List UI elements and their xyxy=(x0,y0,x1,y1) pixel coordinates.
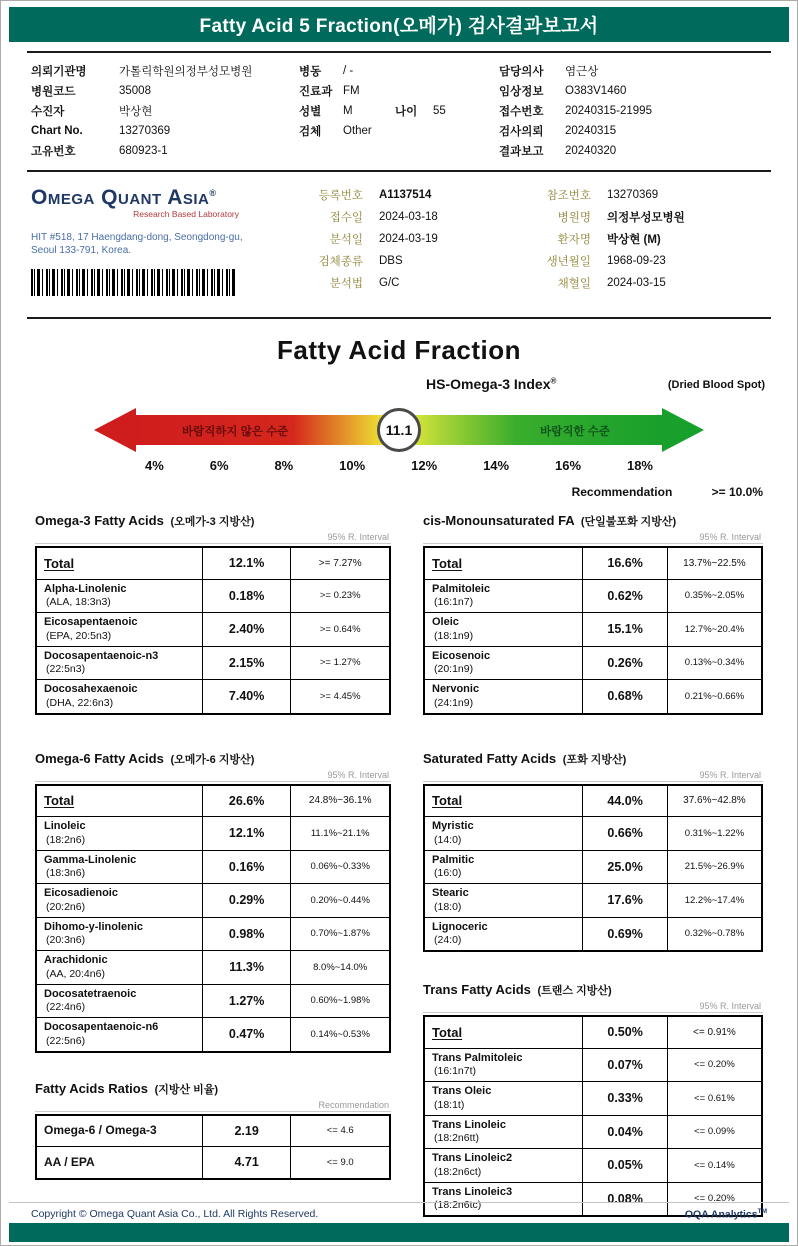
field-label: 수진자 xyxy=(31,106,65,118)
fatty-acid-name: Total xyxy=(36,547,202,579)
fatty-acid-name: Oleic (18:1n9) xyxy=(424,613,583,647)
reference-range: 37.6%~42.8% xyxy=(667,785,762,817)
reference-range: >= 4.45% xyxy=(291,680,390,714)
result-value: 11.3% xyxy=(202,951,291,985)
interval-note: 95% R. Interval xyxy=(423,998,763,1013)
index-value: 11.1 xyxy=(385,422,413,438)
patient-info-section xyxy=(31,61,767,161)
field-label: 참조번호 xyxy=(546,190,591,202)
fatty-acid-name: Docosahexaenoic (DHA, 22:6n3) xyxy=(36,680,202,714)
cis-monounsaturated-table xyxy=(423,546,763,715)
fatty-acid-name: Stearic (18:0) xyxy=(424,884,583,918)
result-value: 16.6% xyxy=(583,547,668,579)
table-title: Trans Fatty Acids xyxy=(423,982,531,997)
table-row xyxy=(424,1082,762,1116)
lab-info-section xyxy=(31,182,767,308)
field-value: 680923-1 xyxy=(119,145,168,157)
fatty-acid-name: Total xyxy=(424,547,583,579)
fatty-acid-name: Palmitic (16:0) xyxy=(424,850,583,884)
table-row xyxy=(36,951,390,985)
field-clinical-info xyxy=(499,81,767,101)
field-patient-name xyxy=(31,101,299,121)
result-value: 12.1% xyxy=(202,547,291,579)
result-value: 0.50% xyxy=(583,1016,668,1048)
field-label: 검체종류 xyxy=(318,256,363,268)
fatty-acid-name: Eicosapentaenoic (EPA, 20:5n3) xyxy=(36,613,202,647)
omega3-table xyxy=(35,546,391,715)
result-value: 0.68% xyxy=(583,680,668,714)
result-value: 0.66% xyxy=(583,817,668,851)
fatty-acid-name: Eicosadienoic (20:2n6) xyxy=(36,884,202,918)
table-row xyxy=(36,1018,390,1052)
reference-range: <= 4.6 xyxy=(291,1115,390,1147)
patient-info-right xyxy=(499,61,767,161)
result-value: 0.29% xyxy=(202,884,291,918)
gauge-desirable-label: 바람직한 수준 xyxy=(540,426,610,438)
reference-range: 12.2%~17.4% xyxy=(667,884,762,918)
table-row xyxy=(36,817,390,851)
result-value: 2.15% xyxy=(202,646,291,680)
field-value: DBS xyxy=(379,255,403,267)
table-row xyxy=(36,884,390,918)
reference-range: >= 0.23% xyxy=(291,579,390,613)
field-value: 2024-03-19 xyxy=(379,233,438,245)
table-title: Omega-3 Fatty Acids xyxy=(35,513,164,528)
field-patient-name2 xyxy=(525,228,767,250)
fatty-acid-name: Trans Linoleic (18:2n6tt) xyxy=(424,1115,583,1149)
fatty-acid-name: Dihomo-y-linolenic (20:3n6) xyxy=(36,917,202,951)
patient-info-middle xyxy=(299,61,499,161)
saturated-table xyxy=(423,784,763,953)
table-row xyxy=(424,850,762,884)
field-label: 분석법 xyxy=(329,278,363,290)
table-row xyxy=(36,984,390,1018)
interval-note: 95% R. Interval xyxy=(423,767,763,782)
result-value: 26.6% xyxy=(202,785,291,817)
reference-range: <= 0.20% xyxy=(667,1048,762,1082)
result-value: 1.27% xyxy=(202,984,291,1018)
field-result-reported xyxy=(499,141,767,161)
table-title: cis-Monounsaturated FA xyxy=(423,513,575,528)
table-row xyxy=(424,884,762,918)
tick-label: 16% xyxy=(555,458,582,473)
reference-range: 0.32%~0.78% xyxy=(667,917,762,951)
result-value: 12.1% xyxy=(202,817,291,851)
total-row xyxy=(36,547,390,579)
fatty-acid-name: Myristic (14:0) xyxy=(424,817,583,851)
table-title: Fatty Acids Ratios xyxy=(35,1080,148,1096)
field-value: 박상현 (M) xyxy=(607,234,661,246)
tick-label: 4% xyxy=(145,458,164,473)
recommendation-note: Recommendation xyxy=(35,1097,391,1112)
table-title: Saturated Fatty Acids xyxy=(423,750,557,766)
field-label: 병원명 xyxy=(557,212,591,224)
recommendation-value: >= 10.0% xyxy=(711,485,763,499)
result-value: 0.07% xyxy=(583,1048,668,1082)
field-label: 분석일 xyxy=(329,234,363,246)
field-collection-date xyxy=(525,272,767,294)
fatty-acid-name: Trans Palmitoleic (16:1n7t) xyxy=(424,1048,583,1082)
field-label: 검체 xyxy=(299,126,322,138)
omega6-table xyxy=(35,784,391,1053)
field-label: 결과보고 xyxy=(499,146,544,158)
table-row xyxy=(424,1048,762,1082)
field-value: O383V1460 xyxy=(565,85,627,97)
field-value: / - xyxy=(343,65,354,77)
field-value: 20240315-21995 xyxy=(565,105,652,117)
index-header xyxy=(1,376,797,396)
table-row xyxy=(424,646,762,680)
field-value: G/C xyxy=(379,277,400,289)
result-value: 0.98% xyxy=(202,917,291,951)
field-registration-no xyxy=(283,184,525,206)
result-value: 0.47% xyxy=(202,1018,291,1052)
fatty-acid-name: Linoleic (18:2n6) xyxy=(36,817,202,851)
fatty-acid-name: Gamma-Linolenic (18:3n6) xyxy=(36,850,202,884)
reference-range: <= 0.09% xyxy=(667,1115,762,1149)
field-label: 생년월일 xyxy=(546,256,591,268)
fatty-acid-name: Docosapentaenoic-n6 (22:5n6) xyxy=(36,1018,202,1052)
reference-range: 0.31%~1.22% xyxy=(667,817,762,851)
table-subtitle: (포화 지방산) xyxy=(562,753,627,766)
fatty-acid-name: Palmitoleic (16:1n7) xyxy=(424,579,583,613)
field-label: 성별 xyxy=(299,106,322,118)
trans-table-block xyxy=(423,982,763,1217)
recommendation-label: Recommendation xyxy=(571,485,673,499)
field-label: 채혈일 xyxy=(557,278,591,290)
result-value: 0.08% xyxy=(583,1182,668,1216)
field-analysis-date xyxy=(283,228,525,250)
reference-range: 12.7%~20.4% xyxy=(667,613,762,647)
table-row xyxy=(36,917,390,951)
divider-mid xyxy=(27,170,771,172)
table-row xyxy=(36,1115,390,1147)
field-specimen xyxy=(299,121,499,141)
fatty-acid-name: Total xyxy=(36,785,202,817)
reference-range: >= 1.27% xyxy=(291,646,390,680)
table-row xyxy=(36,613,390,647)
result-value: 7.40% xyxy=(202,680,291,714)
result-value: 0.62% xyxy=(583,579,668,613)
reference-range: 0.06%~0.33% xyxy=(291,850,390,884)
reference-range: 0.70%~1.87% xyxy=(291,917,390,951)
table-row xyxy=(36,579,390,613)
lab-logo-text: Omega Quant Asia xyxy=(31,186,210,209)
gauge-scale xyxy=(145,458,653,473)
field-value: M xyxy=(343,105,353,117)
fatty-acid-name: Total xyxy=(424,785,583,817)
field-value: Other xyxy=(343,125,372,137)
result-value: 0.26% xyxy=(583,646,668,680)
trademark-mark: TM xyxy=(757,1207,767,1215)
reference-range: 0.13%~0.34% xyxy=(667,646,762,680)
field-label: 환자명 xyxy=(557,234,591,246)
field-label: 접수번호 xyxy=(499,106,544,118)
fatty-acid-name: Total xyxy=(424,1016,583,1048)
fatty-acid-name: Eicosenoic (20:1n9) xyxy=(424,646,583,680)
table-row xyxy=(36,646,390,680)
fatty-acid-name: Arachidonic (AA, 20:4n6) xyxy=(36,951,202,985)
total-row xyxy=(36,785,390,817)
report-title-bar xyxy=(9,7,789,42)
lab-tagline: Research Based Laboratory xyxy=(133,209,239,219)
result-value: 0.33% xyxy=(583,1082,668,1116)
field-hospital-code xyxy=(31,81,299,101)
result-value: 4.71 xyxy=(202,1147,291,1179)
field-chart-no xyxy=(31,121,299,141)
table-row xyxy=(36,680,390,714)
table-row xyxy=(424,579,762,613)
field-label: 나이 xyxy=(395,106,418,118)
tick-label: 6% xyxy=(209,458,229,473)
field-ward xyxy=(299,61,499,81)
tables-right-column xyxy=(423,513,763,1217)
field-label: 병원코드 xyxy=(31,86,76,98)
total-row xyxy=(424,785,762,817)
table-subtitle: (트랜스 지방산) xyxy=(537,985,612,997)
total-row xyxy=(424,547,762,579)
field-requesting-org xyxy=(31,61,299,81)
reference-range: 0.14%~0.53% xyxy=(291,1018,390,1052)
field-label: 의뢰기관명 xyxy=(31,66,87,78)
field-value: 2024-03-18 xyxy=(379,211,438,223)
tables-left-column xyxy=(35,513,391,1180)
fatty-acid-name: Omega-6 / Omega-3 xyxy=(36,1115,202,1147)
field-label: Chart No. xyxy=(31,125,83,137)
field-birth-date xyxy=(525,250,767,272)
gauge-undesirable-label: 바람직하지 않은 수준 xyxy=(182,426,289,438)
fatty-acid-name: Nervonic (24:1n9) xyxy=(424,680,583,714)
field-value: A1137514 xyxy=(379,189,432,201)
field-value: 35008 xyxy=(119,85,151,97)
field-label: 접수일 xyxy=(329,212,363,224)
index-title: HS-Omega-3 Index® xyxy=(426,376,557,392)
result-value: 0.05% xyxy=(583,1149,668,1183)
table-row xyxy=(36,850,390,884)
lab-meta xyxy=(283,182,767,308)
copyright-text: Copyright © Omega Quant Asia Co., Ltd. All Rights Reserved. xyxy=(31,1207,319,1220)
result-value: 25.0% xyxy=(583,850,668,884)
field-specimen-type xyxy=(283,250,525,272)
omega3-table-block xyxy=(35,513,391,715)
fatty-acid-name: Docosatetraenoic (22:4n6) xyxy=(36,984,202,1018)
barcode xyxy=(31,269,236,296)
field-label: 등록번호 xyxy=(318,190,363,202)
tick-label: 14% xyxy=(483,458,510,473)
reference-range: <= 0.61% xyxy=(667,1082,762,1116)
table-subtitle: (단일불포화 지방산) xyxy=(580,516,677,528)
tick-label: 8% xyxy=(274,458,294,473)
field-received-date xyxy=(283,206,525,228)
tick-label: 18% xyxy=(626,458,653,473)
ratios-table-block xyxy=(35,1081,391,1180)
reference-range: <= 0.91% xyxy=(667,1016,762,1048)
table-title: Omega-6 Fatty Acids xyxy=(35,750,164,766)
field-label: 병동 xyxy=(299,66,322,78)
fatty-acid-name: Docosapentaenoic-n3 (22:5n3) xyxy=(36,646,202,680)
field-value: FM xyxy=(343,85,360,97)
field-value: 13270369 xyxy=(607,189,659,201)
reference-range: 0.60%~1.98% xyxy=(291,984,390,1018)
field-value: 박상현 xyxy=(119,106,153,118)
interval-note: 95% R. Interval xyxy=(35,767,391,782)
lab-meta-left xyxy=(283,184,525,308)
field-method xyxy=(283,272,525,294)
trans-table xyxy=(423,1015,763,1217)
reference-range: <= 0.14% xyxy=(667,1149,762,1183)
result-value: 0.69% xyxy=(583,917,668,951)
reference-range: 0.21%~0.66% xyxy=(667,680,762,714)
reference-range: <= 0.20% xyxy=(667,1182,762,1216)
saturated-table-block xyxy=(423,751,763,953)
table-subtitle: (오메가-3 지방산) xyxy=(170,516,255,528)
field-doctor xyxy=(499,61,767,81)
table-row xyxy=(424,817,762,851)
field-value: 가톨릭학원의정부성모병원 xyxy=(119,66,253,78)
index-note: (Dried Blood Spot) xyxy=(667,379,765,391)
result-value: 44.0% xyxy=(583,785,668,817)
reference-range: >= 7.27% xyxy=(291,547,390,579)
field-value: 20240320 xyxy=(565,145,617,157)
reference-range: 0.35%~2.05% xyxy=(667,579,762,613)
lab-meta-right xyxy=(525,184,767,308)
tick-label: 10% xyxy=(339,458,366,473)
interval-note: 95% R. Interval xyxy=(35,529,391,544)
result-value: 0.16% xyxy=(202,850,291,884)
patient-info-left xyxy=(31,61,299,161)
table-row xyxy=(36,1147,390,1179)
result-value: 2.40% xyxy=(202,613,291,647)
reference-range: 13.7%~22.5% xyxy=(667,547,762,579)
recommendation-row xyxy=(35,485,763,499)
gauge-left-arrowhead xyxy=(94,408,136,452)
field-label: 임상정보 xyxy=(499,86,544,98)
total-row xyxy=(424,1016,762,1048)
field-value: 2024-03-15 xyxy=(607,277,666,289)
bottom-teal-bar xyxy=(9,1223,789,1242)
registered-mark: ® xyxy=(550,376,557,386)
reference-range: 0.20%~0.44% xyxy=(291,884,390,918)
field-value: 1968-09-23 xyxy=(607,255,666,267)
divider-bottom xyxy=(27,317,771,319)
field-label: 진료과 xyxy=(299,86,333,98)
fatty-acid-name: Alpha-Linolenic (ALA, 18:3n3) xyxy=(36,579,202,613)
divider-top xyxy=(27,51,771,53)
fatty-acid-name: Lignoceric (24:0) xyxy=(424,917,583,951)
fatty-acid-name: AA / EPA xyxy=(36,1147,202,1179)
result-value: 2.19 xyxy=(202,1115,291,1147)
table-row xyxy=(424,680,762,714)
field-value: 13270369 xyxy=(119,125,171,137)
lab-address-line1: HIT #518, 17 Haengdang-dong, Seongdong-gu, xyxy=(31,232,243,243)
result-value: 17.6% xyxy=(583,884,668,918)
fatty-acid-name: Trans Oleic (18:1t) xyxy=(424,1082,583,1116)
brand-text: OQA Analytics™ xyxy=(684,1207,767,1220)
index-value-marker xyxy=(377,408,421,452)
gauge-right-arrowhead xyxy=(662,408,704,452)
ratios-table xyxy=(35,1114,391,1180)
lab-address xyxy=(31,231,283,257)
field-label: 검사의뢰 xyxy=(499,126,544,138)
section-title: Fatty Acid Fraction xyxy=(276,335,521,365)
result-value: 0.04% xyxy=(583,1115,668,1149)
field-value: 55 xyxy=(433,105,446,117)
field-test-requested xyxy=(499,121,767,141)
reference-range: 21.5%~26.9% xyxy=(667,850,762,884)
reference-range: 24.8%~36.1% xyxy=(291,785,390,817)
reference-range: >= 0.64% xyxy=(291,613,390,647)
reference-range: 8.0%~14.0% xyxy=(291,951,390,985)
lab-address-line2: Seoul 133-791, Korea. xyxy=(31,245,132,256)
report-footer xyxy=(9,1202,789,1221)
lab-logo xyxy=(31,182,283,209)
tick-label: 12% xyxy=(411,458,438,473)
field-accession-no xyxy=(499,101,767,121)
table-row xyxy=(424,1115,762,1149)
table-row xyxy=(424,1149,762,1183)
field-value: 염근상 xyxy=(565,66,599,78)
field-department xyxy=(299,81,499,101)
omega6-table-block xyxy=(35,751,391,1053)
field-reference-no xyxy=(525,184,767,206)
report-title: Fatty Acid 5 Fraction(오메가) 검사결과보고서 xyxy=(199,16,599,37)
field-value: 20240315 xyxy=(565,125,617,137)
field-unique-id xyxy=(31,141,299,161)
table-row xyxy=(424,613,762,647)
fatty-acid-name: Trans Linoleic3 (18:2n6tc) xyxy=(424,1182,583,1216)
fatty-acid-name: Trans Linoleic2 (18:2n6ct) xyxy=(424,1149,583,1183)
field-sex-age xyxy=(299,101,499,121)
table-row xyxy=(424,917,762,951)
lab-logo-block xyxy=(31,182,283,308)
field-label: 고유번호 xyxy=(31,146,76,158)
result-value: 0.18% xyxy=(202,579,291,613)
cis-monounsaturated-table-block xyxy=(423,513,763,715)
result-value: 15.1% xyxy=(583,613,668,647)
registered-mark: ® xyxy=(209,188,217,198)
field-value: 의정부성모병원 xyxy=(607,212,685,224)
field-hospital-name xyxy=(525,206,767,228)
field-label: 담당의사 xyxy=(499,66,544,78)
table-subtitle: (지방산 비율) xyxy=(154,1083,219,1096)
omega3-index-gauge xyxy=(94,408,704,452)
interval-note: 95% R. Interval xyxy=(423,529,763,544)
table-subtitle: (오메가-6 지방산) xyxy=(170,753,255,766)
reference-range: <= 9.0 xyxy=(291,1147,390,1179)
reference-range: 11.1%~21.1% xyxy=(291,817,390,851)
results-tables xyxy=(35,513,763,1217)
